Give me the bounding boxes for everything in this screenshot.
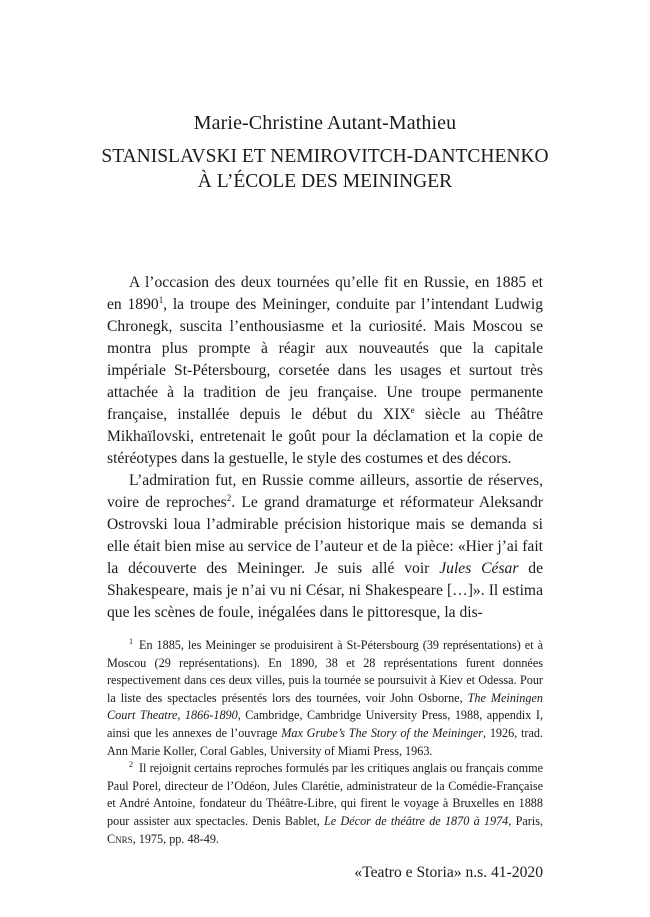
play-title-italic: Jules César	[439, 560, 519, 577]
title-line-1: STANISLAVSKI ET NEMIROVITCH-DANTCHENKO	[101, 146, 549, 167]
p1-text-c: siècle au Théâtre Mikhaïlovski, entretenait le goût pour la déclamation et la copie de stéréotypes dans la gestuelle, le style des costumes et des décors.	[107, 406, 544, 467]
p2-text-c: de Shakespeare, mais je n’ai vu ni César, ni Shakespeare […]». Il estima que les scènes de foule, inégalées dans le pittoresque, la dis-	[107, 560, 543, 621]
p2-text-b: . Le grand dramaturge et réformateur Aleksandr Ostrovski loua l’admirable précision historique mais se demanda si elle était bien mise au service de l’auteur et de la pièce: «Hier j’ai fait la découverte des Meininger. Je suis allé voir	[107, 494, 543, 577]
footnote-1	[107, 637, 543, 760]
journal-footer: «Teatro e Storia» n.s. 41-2020	[354, 864, 543, 881]
fn2-text-a: Il rejoignit certains reproches formulés par les critiques anglais ou français comme Paul Porel, directeur de l’Odéon, Jules Clarétie, administrateur de la Comédie-Française et André Antoine, fondateur du Théâtre-Libre, qui firent le voyage à Bruxelles en 1888 pour assister aux spectacles. Denis Bablet,	[107, 761, 543, 828]
p1-text-a: A l’occasion des deux tournées qu’elle fit en Russie, en 1885 et en 1890	[107, 274, 543, 313]
paragraph-1	[107, 272, 543, 470]
article-title	[60, 144, 590, 194]
footnote-ref-2[interactable]: 2	[226, 493, 232, 503]
fn2-text-c: , 1975, pp. 48-49.	[132, 831, 219, 846]
fn1-italic-1: The Meiningen Court Theatre, 1866-1890	[107, 690, 543, 723]
author-name: Marie-Christine Autant-Mathieu	[193, 112, 457, 134]
fn1-text-a: En 1885, les Meininger se produisirent à St-Pétersbourg (39 représentations) et à Moscou (29 représentations). En 1890, 38 et 28 représentations furent données respectivement dans ces deux villes, puis la tournée se poursuivit à Kiev et Odessa. Pour la liste des spectacles présentés lors des tournées, voir John Osborne,	[107, 638, 543, 705]
body-text	[107, 272, 543, 624]
fn1-text-c: , 1926, trad. Ann Marie Koller, Coral Gables, University of Miami Press, 1963.	[107, 725, 543, 758]
century-superscript: e	[410, 405, 415, 415]
p2-text-a: L’admiration fut, en Russie comme ailleurs, assortie de réserves, voire de reproches	[107, 472, 543, 511]
title-line-2: À L’ÉCOLE DES MEININGER	[197, 171, 453, 192]
footnotes	[107, 637, 543, 848]
fn1-text-b: , Cambridge, Cambridge University Press, 1988, appendix I, ainsi que les annexes de l’ouvrage	[107, 708, 543, 740]
p1-text-b: , la troupe des Meininger, conduite par l’intendant Ludwig Chronegk, suscita l’enthousiasme et la curiosité. Mais Moscou se montra plus prompte à réagir aux nouveautés que la capitale impériale St-Pétersbourg, corsetée dans les usages et surtout très attachée à la tradition de jeu française. Une troupe permanente française, installée depuis le début du XIX	[107, 296, 543, 423]
fn2-italic: Le Décor de théâtre de 1870 à 1974	[324, 813, 509, 828]
footnote-1-number: 1	[129, 637, 133, 646]
fn2-text-b: , Paris,	[508, 813, 543, 828]
fn2-smallcaps: Cnrs	[107, 831, 133, 846]
footnote-2-number: 2	[129, 760, 133, 770]
footnote-2	[107, 760, 543, 848]
paragraph-2	[107, 470, 543, 624]
footnote-ref-1[interactable]: 1	[158, 295, 164, 305]
fn1-italic-2: Max Grube’s The Story of the Meininger	[281, 725, 483, 740]
